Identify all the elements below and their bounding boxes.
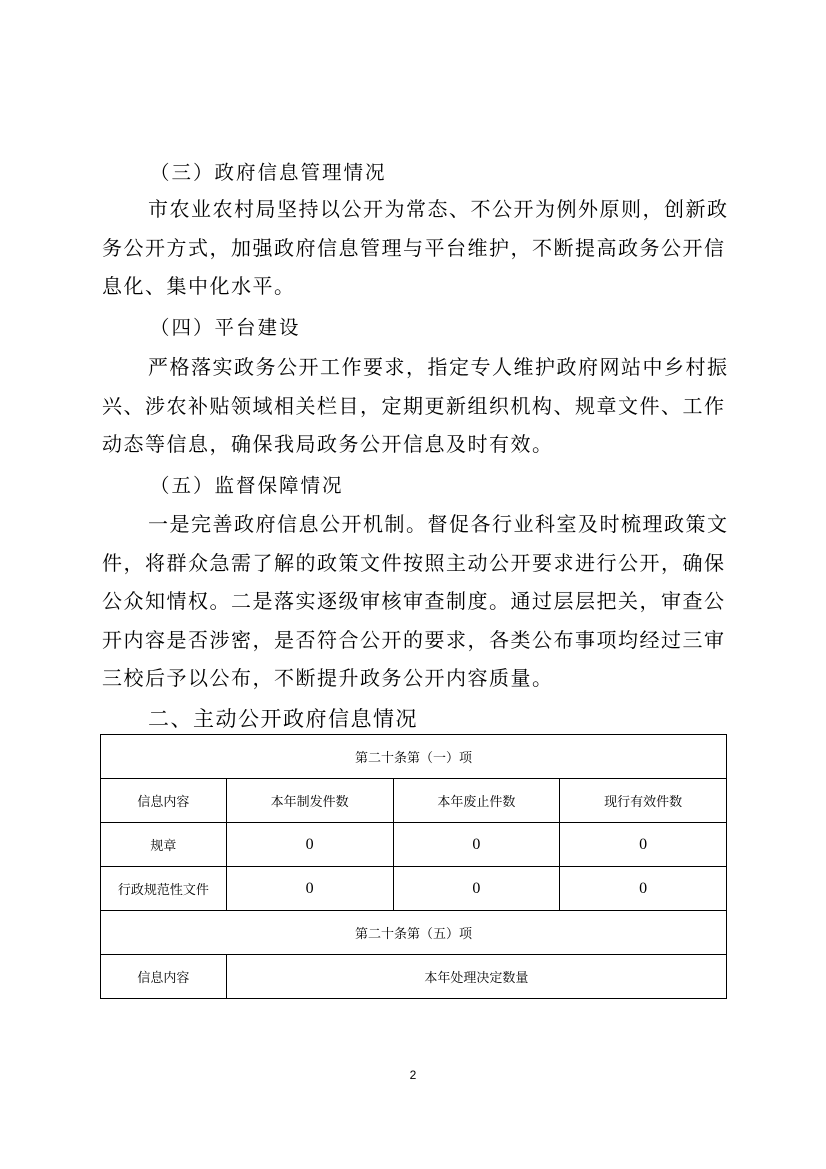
header-cell: 信息内容	[101, 955, 227, 999]
heading-info-management: （三）政府信息管理情况	[150, 161, 387, 184]
header-cell: 信息内容	[101, 779, 227, 823]
value-cell: 0	[226, 867, 393, 911]
paragraph-text: 一是完善政府信息公开机制。督促各行业科室及时梳理政策文件，将群众急需了解的政策文件按照主动公开要求进行公开，确保公众知情权。二是落实逐级审核审查制度。通过层层把关，审查公开内容是否涉密，是否符合公开的要求，各类公布事项均经过三审三校后予以公布，不断提升政务公开内容质量。	[102, 512, 729, 690]
table-row	[101, 735, 727, 779]
header-cell: 现行有效件数	[560, 779, 727, 823]
value-cell: 0	[393, 867, 560, 911]
paragraph-info-management	[102, 190, 730, 306]
value-cell: 0	[560, 867, 727, 911]
header-cell: 本年废止件数	[393, 779, 560, 823]
table-header-row	[101, 955, 727, 999]
row-label-cell: 行政规范性文件	[101, 867, 227, 911]
header-cell: 本年制发件数	[226, 779, 393, 823]
article1-title-cell: 第二十条第（一）项	[101, 735, 727, 779]
paragraph-text: 市农业农村局坚持以公开为常态、不公开为例外原则，创新政务公开方式，加强政府信息管理与平台维护，不断提高政务公开信息化、集中化水平。	[102, 197, 729, 298]
table-row	[101, 823, 727, 867]
paragraph-platform	[102, 348, 730, 464]
table-row	[101, 911, 727, 955]
value-cell: 0	[393, 823, 560, 867]
row-label-cell: 规章	[101, 823, 227, 867]
table-header-row	[101, 779, 727, 823]
paragraph-text: 严格落实政务公开工作要求，指定专人维护政府网站中乡村振兴、涉农补贴领域相关栏目，定期更新组织机构、规章文件、工作动态等信息，确保我局政务公开信息及时有效。	[102, 355, 729, 456]
paragraph-supervision	[102, 505, 730, 698]
header-cell: 本年处理决定数量	[226, 955, 726, 999]
disclosure-table	[100, 734, 727, 999]
section-title: 二、主动公开政府信息情况	[148, 707, 418, 731]
value-cell: 0	[560, 823, 727, 867]
heading-supervision: （五）监督保障情况	[150, 474, 344, 497]
table-row	[101, 867, 727, 911]
value-cell: 0	[226, 823, 393, 867]
heading-platform: （四）平台建设	[150, 316, 301, 339]
article5-title-cell: 第二十条第（五）项	[101, 911, 727, 955]
page-number: 2	[409, 1068, 417, 1082]
